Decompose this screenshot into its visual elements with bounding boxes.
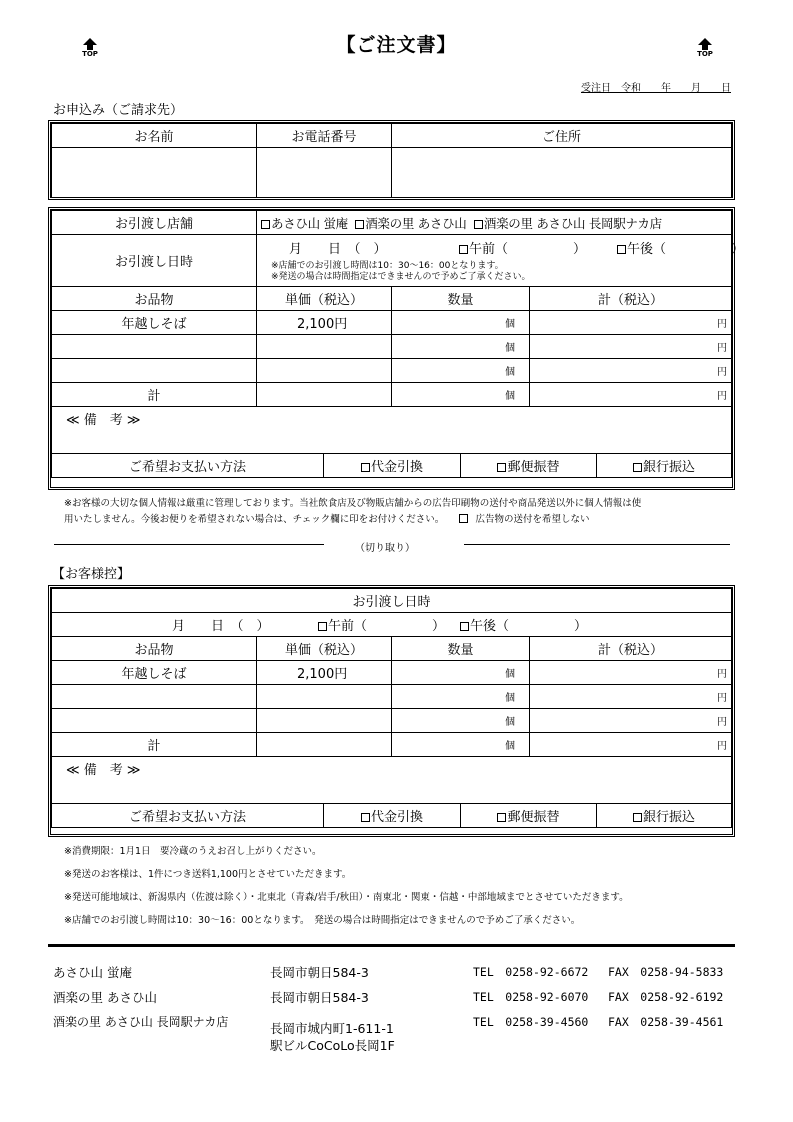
quantity-field[interactable]: 個 <box>392 335 530 359</box>
optout-checkbox[interactable] <box>459 514 468 523</box>
amount-field[interactable]: 円 <box>530 359 732 383</box>
top-link-right[interactable] <box>693 38 717 59</box>
total-header: 計（税込） <box>530 287 732 311</box>
remarks-label: ≪ 備 考 ≫ <box>66 763 141 778</box>
store-tel: TEL 0258-92-6070 <box>473 990 589 1004</box>
copy-am-label: 午前（ ） <box>328 619 446 634</box>
price-header: 単価（税込） <box>257 637 392 661</box>
address-field[interactable] <box>392 148 732 198</box>
store-address: 長岡市朝日584-3 <box>270 990 369 1005</box>
quantity-field[interactable]: 個 <box>392 359 530 383</box>
item-price[interactable] <box>257 685 392 709</box>
note-item: ※消費期限：1月1日 要冷蔵のうえお召し上がりください。 <box>64 846 322 857</box>
notes-list <box>64 840 629 932</box>
store-tel: TEL 0258-92-6672 <box>473 965 589 979</box>
price-header: 単価（税込） <box>257 287 392 311</box>
store-label: お引渡し店舗 <box>52 211 257 235</box>
payment-option-bank[interactable]: 銀行振込 <box>597 454 732 478</box>
amount-field[interactable]: 円 <box>530 709 732 733</box>
item-name[interactable] <box>52 335 257 359</box>
quantity-field[interactable]: 個 <box>392 311 530 335</box>
checkbox[interactable] <box>361 813 370 822</box>
up-arrow-icon <box>698 38 712 45</box>
checkbox[interactable] <box>474 220 483 229</box>
cut-line-left <box>54 544 324 545</box>
table-row <box>52 311 732 335</box>
order-date-label: 受注日 令和 年 月 日 <box>581 83 731 94</box>
quantity-header: 数量 <box>392 287 530 311</box>
delivery-note-2: ※発送の場合は時間指定はできませんので予めご了承ください。 <box>271 272 531 282</box>
item-price: 2,100円 <box>257 661 392 685</box>
note-item: ※発送可能地域は、新潟県内（佐渡は除く）・北東北（青森/岩手/秋田）・南東北・関東・信越・中部地域までとさせていただきます。 <box>64 892 629 903</box>
remarks-field[interactable] <box>52 757 732 804</box>
store-address: 長岡市城内町1-611-1 <box>270 1021 394 1036</box>
remarks-field[interactable] <box>52 407 732 454</box>
item-name[interactable] <box>52 685 257 709</box>
store-option[interactable]: 酒楽の里 あさひ山 <box>355 216 466 231</box>
item-price[interactable] <box>257 359 392 383</box>
total-quantity-field[interactable]: 個 <box>392 383 530 407</box>
quantity-field[interactable]: 個 <box>392 685 530 709</box>
item-name: 年越しそば <box>52 311 257 335</box>
checkbox[interactable] <box>497 813 506 822</box>
amount-field[interactable]: 円 <box>530 685 732 709</box>
payment-option-cod[interactable]: 代金引換 <box>324 804 461 828</box>
top-link-label: TOP <box>697 50 713 58</box>
datetime-field[interactable] <box>257 235 745 287</box>
store-name: 酒楽の里 あさひ山 <box>53 990 157 1005</box>
table-row <box>52 709 732 733</box>
store-fax: FAX 0258-92-6192 <box>608 990 724 1004</box>
applicant-table <box>48 120 735 200</box>
am-label: 午前（ ） <box>469 242 587 257</box>
quantity-field[interactable]: 個 <box>392 709 530 733</box>
total-label: 計 <box>52 383 257 407</box>
phone-field[interactable] <box>257 148 392 198</box>
address-header: ご住所 <box>392 124 732 148</box>
date-text: 月 日 （ ） <box>289 242 387 257</box>
amount-field[interactable]: 円 <box>530 661 732 685</box>
table-row <box>52 359 732 383</box>
checkbox[interactable] <box>355 220 364 229</box>
item-price[interactable] <box>257 335 392 359</box>
total-header: 計（税込） <box>530 637 732 661</box>
name-header: お名前 <box>52 124 257 148</box>
checkbox[interactable] <box>633 463 642 472</box>
total-label: 計 <box>52 733 257 757</box>
order-table <box>48 207 745 490</box>
total-row <box>52 383 732 407</box>
item-price[interactable] <box>257 709 392 733</box>
footer-divider <box>48 944 735 947</box>
amount-field[interactable]: 円 <box>530 311 732 335</box>
quantity-header: 数量 <box>392 637 530 661</box>
datetime-label: お引渡し日時 <box>52 235 257 287</box>
checkbox[interactable] <box>497 463 506 472</box>
cut-line-right <box>464 544 730 545</box>
store-option[interactable]: 酒楽の里 あさひ山 長岡駅ナカ店 <box>474 216 662 231</box>
store-fax: FAX 0258-94-5833 <box>608 965 724 979</box>
table-row <box>52 685 732 709</box>
customer-copy-label: 【お客様控】 <box>52 567 131 582</box>
total-quantity-field[interactable]: 個 <box>392 733 530 757</box>
copy-datetime-field[interactable] <box>52 613 732 637</box>
table-row <box>52 661 732 685</box>
payment-option-bank[interactable]: 銀行振込 <box>597 804 732 828</box>
remarks-label: ≪ 備 考 ≫ <box>66 413 141 428</box>
checkbox[interactable] <box>261 220 270 229</box>
checkbox[interactable] <box>633 813 642 822</box>
copy-datetime-header: お引渡し日時 <box>52 589 732 613</box>
name-field[interactable] <box>52 148 257 198</box>
top-link-label: TOP <box>82 50 98 58</box>
quantity-field[interactable]: 個 <box>392 661 530 685</box>
am-checkbox[interactable] <box>459 245 468 254</box>
privacy-note: ※お客様の大切な個人情報は厳重に管理しております。当社飲食店及び物販店舗からの広告印刷物の送付や商品発送以外に個人情報は使 用いたしません。今後お便りを希望されない場合は、チェック欄に印をお付けください。 広告物の送付を希望しない <box>64 498 642 525</box>
delivery-note-1: ※店舗でのお引渡し時間は10：30～16：00となります。 <box>271 261 504 271</box>
item-name[interactable] <box>52 359 257 383</box>
pm-checkbox[interactable] <box>460 622 469 631</box>
note-item: ※店舗でのお引渡し時間は10：30～16：00となります。 発送の場合は時間指定はできませんので予めご了承ください。 <box>64 915 581 926</box>
item-name: 年越しそば <box>52 661 257 685</box>
store-options <box>257 211 732 235</box>
note-item: ※発送のお客様は、1件につき送料1,100円とさせていただきます。 <box>64 869 352 880</box>
amount-field[interactable]: 円 <box>530 335 732 359</box>
customer-copy-table <box>48 585 735 837</box>
applicant-section-label: お申込み（ご請求先） <box>53 103 184 118</box>
am-checkbox[interactable] <box>318 622 327 631</box>
payment-option-postal[interactable]: 郵便振替 <box>461 804 597 828</box>
total-amount-field[interactable]: 円 <box>530 733 732 757</box>
store-option[interactable]: あさひ山 蛍庵 <box>261 216 348 231</box>
copy-date-text: 月 日 （ ） <box>172 619 270 634</box>
copy-pm-label: 午後（ ） <box>470 619 588 634</box>
total-amount-field[interactable]: 円 <box>530 383 732 407</box>
store-fax: FAX 0258-39-4561 <box>608 1015 724 1029</box>
page-title: 【ご注文書】 <box>336 34 457 56</box>
item-header: お品物 <box>52 637 257 661</box>
phone-header: お電話番号 <box>257 124 392 148</box>
store-name: あさひ山 蛍庵 <box>53 965 132 980</box>
store-tel: TEL 0258-39-4560 <box>473 1015 589 1029</box>
table-row <box>52 335 732 359</box>
payment-label: ご希望お支払い方法 <box>52 804 324 828</box>
store-address-2: 駅ビルCoCoLo長岡1F <box>270 1038 395 1053</box>
item-price: 2,100円 <box>257 311 392 335</box>
pm-checkbox[interactable] <box>617 245 626 254</box>
payment-option-cod[interactable]: 代金引換 <box>324 454 461 478</box>
checkbox[interactable] <box>361 463 370 472</box>
payment-label: ご希望お支払い方法 <box>52 454 324 478</box>
optout-label: 広告物の送付を希望しない <box>475 514 590 525</box>
store-address: 長岡市朝日584-3 <box>270 965 369 980</box>
item-name[interactable] <box>52 709 257 733</box>
payment-option-postal[interactable]: 郵便振替 <box>461 454 597 478</box>
cut-label: （切り取り） <box>355 543 415 554</box>
total-row <box>52 733 732 757</box>
store-name: 酒楽の里 あさひ山 長岡駅ナカ店 <box>53 1015 229 1029</box>
item-header: お品物 <box>52 287 257 311</box>
pm-label: 午後（ ） <box>627 242 745 257</box>
